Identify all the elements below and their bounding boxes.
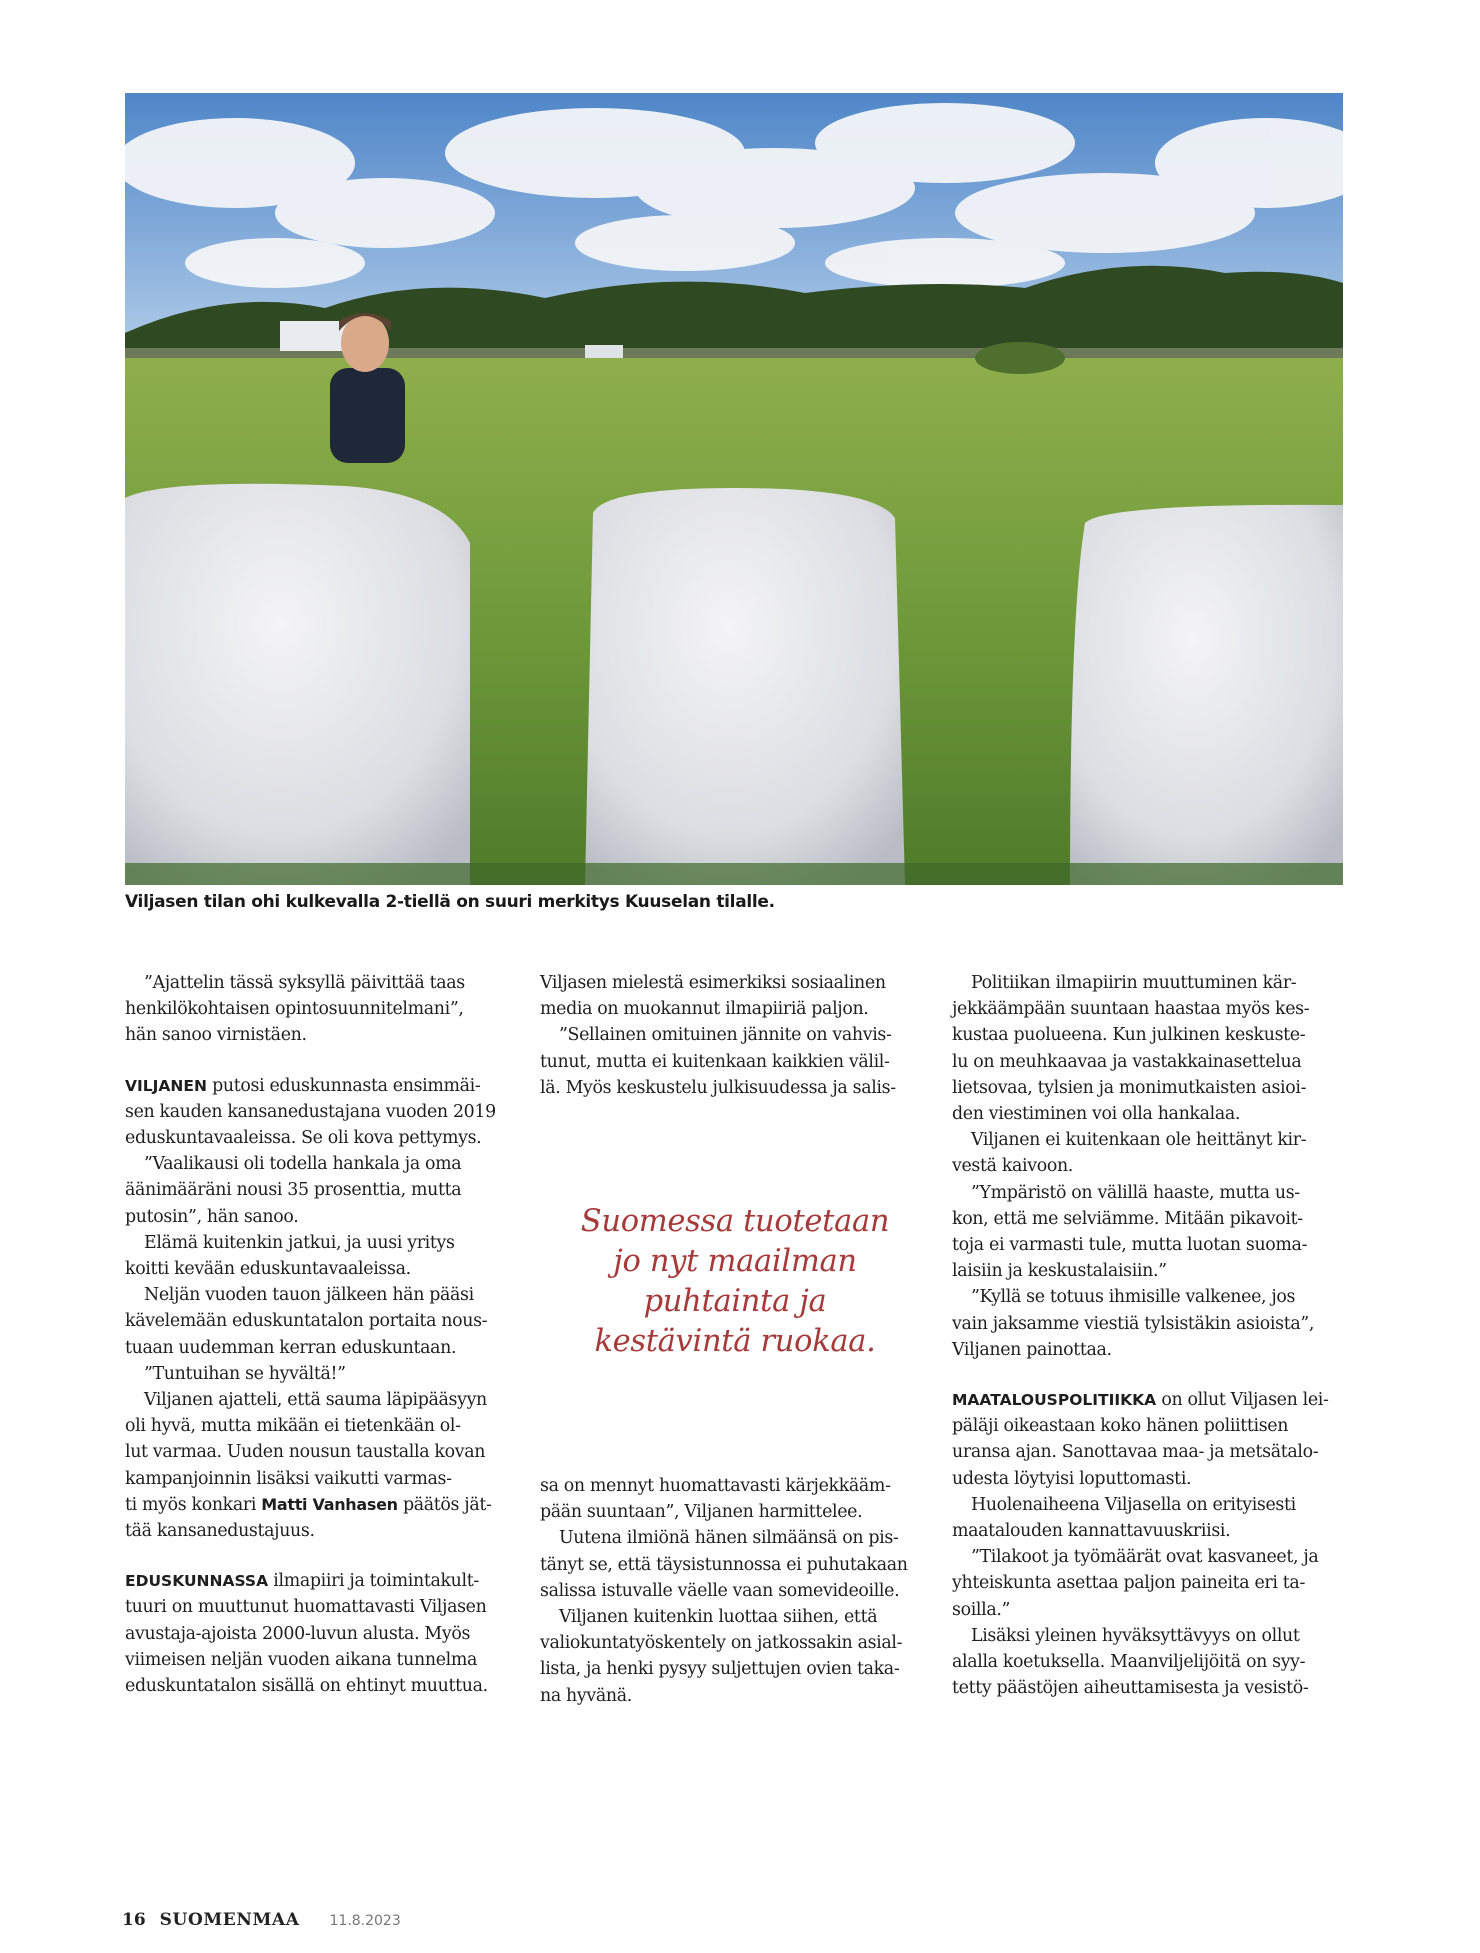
text-line: vestä kaivoon. xyxy=(952,1156,1073,1177)
text-line: pään suuntaan”, Viljanen harmittelee. xyxy=(540,1502,863,1523)
text-line: salissa istuvalle väelle vaan somevideoille. xyxy=(540,1580,900,1601)
text-line: kustaa puolueena. Kun julkinen keskuste- xyxy=(952,1025,1306,1046)
text-line: äänimääräni nousi 35 prosenttia, mutta xyxy=(125,1180,462,1201)
text-line: kampanjoinnin lisäksi vaikutti varmas- xyxy=(125,1468,452,1489)
text-line: laisiin ja keskustalaisiin.” xyxy=(952,1261,1167,1282)
text-line: Viljanen ei kuitenkaan ole heittänyt kir- xyxy=(971,1130,1307,1151)
pull-quote-line: jo nyt maailman xyxy=(613,1244,857,1279)
text-line: tää kansanedustajuus. xyxy=(125,1521,315,1542)
pull-quote-line: puhtainta ja xyxy=(643,1284,827,1319)
text-line: vain jaksamme viestiä tylsistäkin asioista”, xyxy=(952,1313,1315,1334)
text-line: ”Ajattelin tässä syksyllä päivittää taas xyxy=(144,973,465,993)
text-line: lista, ja henki pysyy suljettujen ovien taka- xyxy=(540,1659,900,1680)
text-line: eduskuntatalon sisällä on ehtinyt muuttua. xyxy=(125,1676,488,1697)
text-line: Elämä kuitenkin jatkui, ja uusi yritys xyxy=(144,1232,455,1253)
page-footer xyxy=(122,1910,401,1930)
text-line: sen kauden kansanedustajana vuoden 2019 xyxy=(125,1101,496,1122)
section-lead-word: VILJANEN xyxy=(125,1076,207,1095)
photo-bales-field xyxy=(125,93,1343,885)
text-line: Uutena ilmiönä hänen silmäänsä on pis- xyxy=(559,1528,899,1549)
text-line: oli hyvä, mutta mikään ei tietenkään ol- xyxy=(125,1416,461,1437)
article-column-3 xyxy=(952,970,1342,1701)
text-line: avustaja-ajoista 2000-luvun alusta. Myös xyxy=(125,1623,471,1644)
text-line: eduskuntavaaleissa. Se oli kova pettymys. xyxy=(125,1128,482,1149)
pull-quote xyxy=(545,1202,925,1362)
text-line: udesta löytyisi loputtomasti. xyxy=(952,1468,1192,1489)
text-line: toja ei varmasti tule, mutta luotan suoma- xyxy=(952,1235,1308,1256)
text-line: lietsovaa, tylsien ja monimutkaisten asioi- xyxy=(952,1077,1307,1098)
text-line: tuaan uudemman kerran eduskuntaan. xyxy=(125,1337,457,1358)
text-line: tänyt se, että täysistunnossa ei puhutakaan xyxy=(540,1554,908,1575)
page-number: 16 xyxy=(122,1910,146,1930)
text-line: hän sanoo virnistäen. xyxy=(125,1025,307,1046)
text-line: lut varmaa. Uuden nousun taustalla kovan xyxy=(125,1442,486,1463)
text-line: media on muokannut ilmapiiriä paljon. xyxy=(540,999,869,1020)
article-column-2-top xyxy=(540,970,930,1101)
text-line: ”Tuntuihan se hyvältä!” xyxy=(144,1363,346,1384)
text-line: putosin”, hän sanoo. xyxy=(125,1206,299,1227)
text-line: EDUSKUNNASSA ilmapiiri ja toimintakult- xyxy=(125,1571,479,1592)
text-line: Viljanen kuitenkin luottaa siihen, että xyxy=(559,1607,878,1628)
text-line: ti myös konkari Matti Vanhasen päätös jät- xyxy=(125,1494,492,1515)
text-line: ”Vaalikausi oli todella hankala ja oma xyxy=(144,1154,462,1175)
article-column-1 xyxy=(125,970,515,1699)
text-line: tetty päästöjen aiheuttamisesta ja vesistö- xyxy=(952,1678,1309,1699)
article-column-2-bottom xyxy=(540,1473,930,1709)
text-line: den viestiminen voi olla hankalaa. xyxy=(952,1104,1241,1125)
paragraph-gap xyxy=(952,1363,1342,1387)
text-line: ”Kyllä se totuus ihmisille valkenee, jos xyxy=(971,1287,1296,1308)
text-line: VILJANEN putosi eduskunnasta ensimmäi- xyxy=(125,1075,481,1096)
photo-caption: Viljasen tilan ohi kulkevalla 2-tiellä on suuri merkitys Kuuselan tilalle. xyxy=(125,892,775,912)
text-line: Viljanen ajatteli, että sauma läpipääsyyn xyxy=(144,1390,487,1411)
text-line: soilla.” xyxy=(952,1599,1011,1620)
text-line: ”Tilakoot ja työmäärät ovat kasvaneet, ja xyxy=(971,1547,1319,1568)
text-line: Politiikan ilmapiirin muuttuminen kär- xyxy=(971,973,1297,993)
text-line: jekkäämpään suuntaan haastaa myös kes- xyxy=(952,999,1310,1020)
text-line: maatalouden kannattavuuskriisi. xyxy=(952,1521,1231,1542)
text-line: Huolenaiheena Viljasella on erityisesti xyxy=(971,1494,1296,1515)
text-line: uransa ajan. Sanottavaa maa- ja metsätalo- xyxy=(952,1442,1319,1463)
text-line: koitti kevään eduskuntavaaleissa. xyxy=(125,1259,411,1280)
person-name: Matti Vanhasen xyxy=(261,1494,398,1514)
text-line: na hyvänä. xyxy=(540,1685,632,1706)
text-line: sa on mennyt huomattavasti kärjekkääm- xyxy=(540,1476,891,1496)
masthead: SUOMENMAA xyxy=(159,1910,300,1930)
text-line: tuuri on muuttunut huomattavasti Viljasen xyxy=(125,1597,487,1618)
text-line: Viljanen painottaa. xyxy=(952,1339,1112,1360)
text-line: valiokuntatyöskentely on jatkossakin asial- xyxy=(540,1633,903,1654)
paragraph-gap xyxy=(125,1544,515,1568)
text-line: yhteiskunta asettaa paljon paineita eri ta- xyxy=(952,1573,1305,1594)
section-lead-word: EDUSKUNNASSA xyxy=(125,1572,269,1591)
text-line: MAATALOUSPOLITIIKKA on ollut Viljasen lei- xyxy=(952,1390,1329,1411)
text-line: tunut, mutta ei kuitenkaan kaikkien välil- xyxy=(540,1051,890,1072)
issue-date: 11.8.2023 xyxy=(329,1913,401,1929)
text-line: Lisäksi yleinen hyväksyttävyys on ollut xyxy=(971,1625,1300,1646)
text-line: kävelemään eduskuntatalon portaita nous- xyxy=(125,1311,488,1332)
paragraph-gap xyxy=(125,1049,515,1073)
pull-quote-line: Suomessa tuotetaan xyxy=(580,1204,890,1239)
text-line: lu on meuhkaavaa ja vastakkainasettelua xyxy=(952,1051,1302,1072)
text-line: henkilökohtaisen opintosuunnitelmani”, xyxy=(125,999,464,1020)
text-line: ”Ympäristö on välillä haaste, mutta us- xyxy=(971,1182,1300,1203)
section-lead-word: MAATALOUSPOLITIIKKA xyxy=(952,1391,1157,1410)
text-line: alalla koetuksella. Maanviljelijöitä on syy- xyxy=(952,1652,1306,1673)
text-line: viimeisen neljän vuoden aikana tunnelma xyxy=(125,1649,478,1670)
pull-quote-line: kestävintä ruokaa. xyxy=(594,1324,876,1359)
text-line: Viljasen mielestä esimerkiksi sosiaalinen xyxy=(540,973,886,993)
text-line: ”Sellainen omituinen jännite on vahvis- xyxy=(559,1025,892,1046)
text-line: lä. Myös keskustelu julkisuudessa ja salis- xyxy=(540,1077,896,1098)
text-line: päläji oikeastaan koko hänen poliittisen xyxy=(952,1416,1289,1437)
text-line: Neljän vuoden tauon jälkeen hän pääsi xyxy=(144,1285,474,1306)
text-line: kon, että me selviämme. Mitään pikavoit- xyxy=(952,1208,1303,1229)
article-photo xyxy=(125,93,1343,885)
